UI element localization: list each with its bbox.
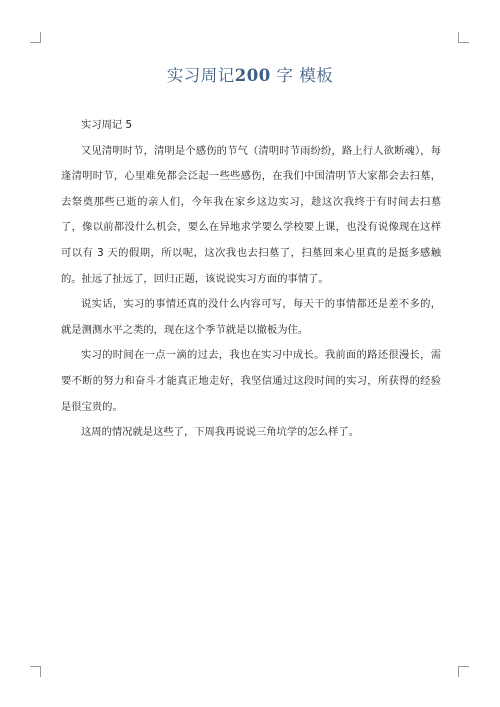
paragraph: 这周的情况就是这些了，下周我再说说三角坑学的怎么样了。 — [81, 426, 360, 439]
crop-mark-bottom-right — [458, 666, 469, 677]
crop-mark-bottom-left — [30, 666, 41, 677]
paragraph: 实习的时间在一点一滴的过去，我也在实习中成长。我前面的路还很漫长，需要不断的努力和奋斗才能真正地走好，我坚信通过这段时间的实习，所获得的经验是很宝贵的。 — [61, 349, 441, 413]
document-body — [61, 113, 441, 446]
title-suffix: 字 模板 — [276, 66, 334, 85]
paragraph: 又见清明时节，清明是个感伤的节气（清明时节雨纷纷，路上行人欲断魂），每逢清明时节，心里难免都会泛起一些些感伤，在我们中国清明节大家都会去扫墓，去祭奠那些已逝的亲人们，今年我在家乡这边实习，趁这次我终于有时间去扫墓了，像以前都没什么机会，要么在异地求学要么学校要上课，也没有说像现在这样可以有 3 天的假期，所以呢，这次我也去扫墓了，扫墓回来心里真的是挺多感触的。扯远了扯远了，回归正题，该说说实习方面的事情了。 — [61, 144, 441, 285]
page-title — [0, 62, 500, 86]
title-prefix: 实习周记 — [166, 66, 235, 85]
crop-mark-top-right — [458, 32, 469, 43]
crop-mark-top-left — [30, 32, 41, 43]
title-number: 200 — [234, 66, 271, 85]
paragraph: 说实话，实习的事情还真的没什么内容可写，每天干的事情都还是差不多的，就是测测水平之类的，现在这个季节就是以撤板为住。 — [61, 298, 441, 336]
paragraph-heading: 实习周记 5 — [81, 119, 133, 131]
